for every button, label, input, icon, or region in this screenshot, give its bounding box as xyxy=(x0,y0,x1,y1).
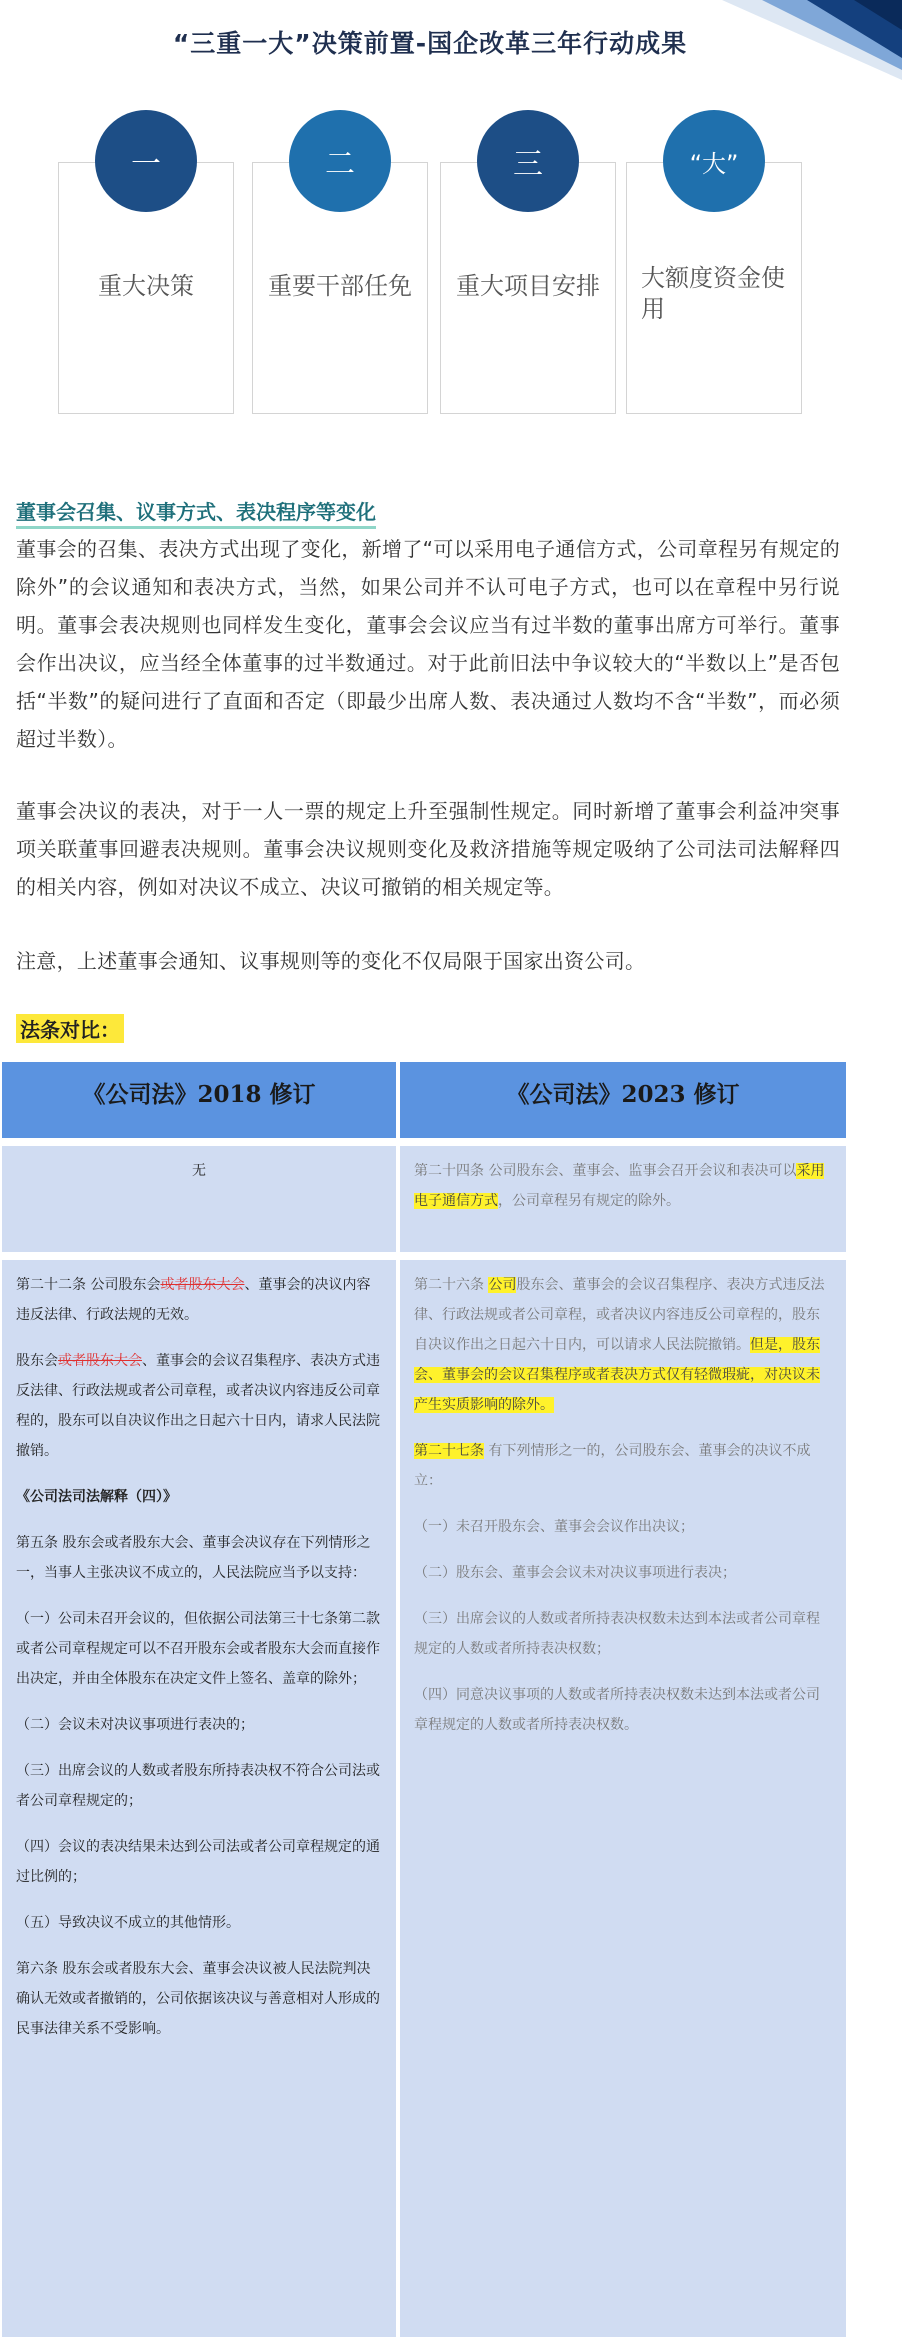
card-label: 重大决策 xyxy=(98,272,194,300)
list-item: （三）出席会议的人数或者所持表决权数未达到本法或者公司章程规定的人数或者所持表决权数； xyxy=(414,1611,820,1657)
article-22-para2: 股东会或者股东大会、董事会的会议召集程序、表决方式违反法律、行政法规或者公司章程，或者决议内容违反公司章程的，股东可以自决议作出之日起六十日内，请求人民法院撤销。 xyxy=(16,1353,380,1459)
header-2018: 《公司法》2018 修订 xyxy=(2,1062,396,1138)
list-item: （一）未召开股东会、董事会会议作出决议； xyxy=(414,1519,694,1535)
list-item: （二）会议未对决议事项进行表决的； xyxy=(16,1717,254,1733)
paragraph-2: 董事会决议的表决，对于一人一票的规定上升至强制性规定。同时新增了董事会利益冲突事项关联董事回避表决规则。董事会决议规则变化及救济措施等规定吸纳了公司法司法解释四的相关内容，例如对决议不成立、决议可撤销的相关规定等。 xyxy=(16,799,840,899)
badge-one: 一 xyxy=(95,110,197,212)
article-27: 第二十七条 有下列情形之一的，公司股东会、董事会的决议不成立： xyxy=(414,1443,811,1489)
paragraph-3: 注意，上述董事会通知、议事规则等的变化不仅局限于国家出资公司。 xyxy=(16,949,646,973)
list-item: （三）出席会议的人数或者股东所持表决权不符合公司法或者公司章程规定的； xyxy=(16,1763,380,1809)
section-heading: 董事会召集、议事方式、表决程序等变化 xyxy=(16,496,376,529)
card-label: 大额度资金使用 xyxy=(641,264,785,323)
badge-big: “大” xyxy=(663,110,765,212)
article-26: 第二十六条 公司股东会、董事会的会议召集程序、表决方式违反法律、行政法规或者公司章程，或者决议内容违反公司章程的，股东自决议作出之日起六十日内，可以请求人民法院撤销。但是，股东会、董事会的会议召集程序或者表决方式仅有轻微瑕疵，对决议未产生实质影响的除外。 xyxy=(414,1277,825,1413)
row1-right xyxy=(400,1146,846,1252)
struck-text: 或者股东大会 xyxy=(58,1353,142,1369)
highlight: 第二十七条 xyxy=(414,1443,484,1459)
list-item: （四）会议的表决结果未达到公司法或者公司章程规定的通过比例的； xyxy=(16,1839,380,1885)
decision-cards xyxy=(58,110,818,420)
list-item: （四）同意决议事项的人数或者所持表决权数未达到本法或者公司章程规定的人数或者所持表决权数。 xyxy=(414,1687,820,1733)
card-label: 重要干部任免 xyxy=(268,272,412,300)
none-text: 无 xyxy=(192,1163,206,1179)
row1-left xyxy=(2,1146,396,1252)
struck-text: 或者股东大会 xyxy=(160,1277,245,1293)
badge-two: 二 xyxy=(289,110,391,212)
row2-left xyxy=(2,1260,396,2337)
card-label: 重大项目安排 xyxy=(456,272,600,300)
comparison-label: 法条对比： xyxy=(16,1014,124,1043)
highlight: 但是，股东会、董事会的会议召集程序或者表决方式仅有轻微瑕疵，对决议未产生实质影响的除外。 xyxy=(414,1337,820,1413)
article-24-a: 第二十四条 公司股东会、董事会、监事会召开会议和表决可以 xyxy=(414,1163,797,1179)
article-24-b: ，公司章程另有规定的除外。 xyxy=(498,1193,680,1209)
interpretation-article-6: 第六条 股东会或者股东大会、董事会决议被人民法院判决确认无效或者撤销的，公司依据该决议与善意相对人形成的民事法律关系不受影响。 xyxy=(16,1961,380,2037)
badge-three: 三 xyxy=(477,110,579,212)
list-item: （一）公司未召开会议的，但依据公司法第三十七条第二款或者公司章程规定可以不召开股东会或者股东大会而直接作出决定，并由全体股东在决定文件上签名、盖章的除外； xyxy=(16,1611,380,1687)
row2-right xyxy=(400,1260,846,2337)
paragraph-1: 董事会的召集、表决方式出现了变化，新增了“可以采用电子通信方式，公司章程另有规定的除外”的会议通知和表决方式，当然，如果公司并不认可电子方式，也可以在章程中另行说明。董事会表决规则也同样发生变化，董事会会议应当有过半数的董事出席方可举行。董事会作出决议，应当经全体董事的过半数通过。对于此前旧法中争议较大的“半数以上”是否包括“半数”的疑问进行了直面和否定（即最少出席人数、表决通过人数均不含“半数”，而必须超过半数）。 xyxy=(16,537,840,751)
interpretation-title: 《公司法司法解释（四）》 xyxy=(16,1489,177,1505)
highlight: 公司 xyxy=(488,1277,517,1293)
article-24-highlight: 采用电子通信方式 xyxy=(414,1163,825,1209)
header-2023: 《公司法》2023 修订 xyxy=(400,1062,846,1138)
interpretation-article-5: 第五条 股东会或者股东大会、董事会决议存在下列情形之一，当事人主张决议不成立的，人民法院应当予以支持： xyxy=(16,1535,371,1581)
article-22: 第二十二条 公司股东会或者股东大会、董事会的决议内容违反法律、行政法规的无效。 xyxy=(16,1277,371,1323)
list-item: （二）股东会、董事会会议未对决议事项进行表决； xyxy=(414,1565,736,1581)
law-comparison-table xyxy=(0,1060,850,2337)
list-item: （五）导致决议不成立的其他情形。 xyxy=(16,1915,240,1931)
page-title: “三重一大”决策前置-国企改革三年行动成果 xyxy=(172,29,688,58)
